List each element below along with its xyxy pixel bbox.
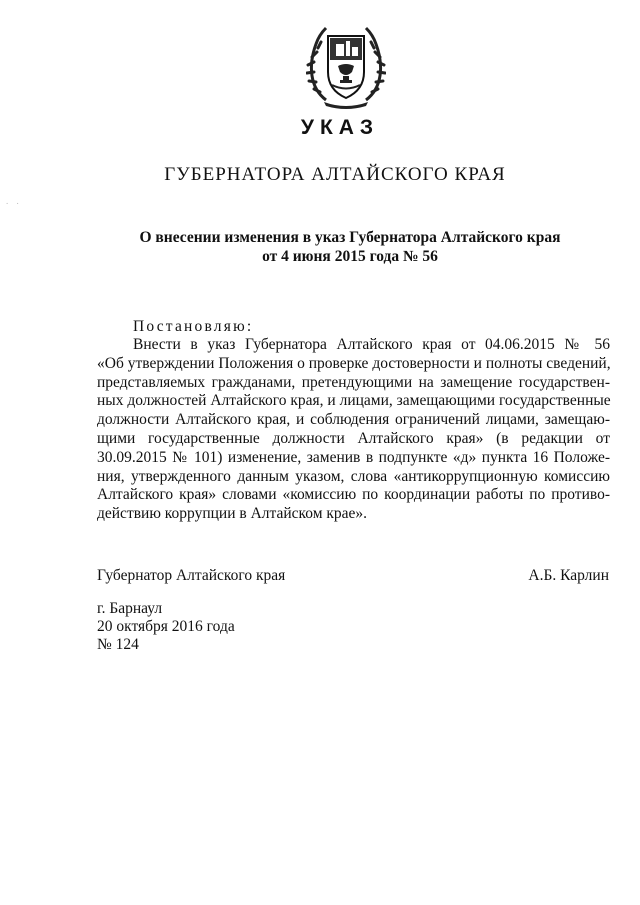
body-line: ния, утвержденного данным указом, слова «антикоррупционную комиссию xyxy=(97,467,610,485)
body-line: Внести в указ Губернатора Алтайского края от 04.06.2015 № 56 xyxy=(133,336,610,353)
scan-margin-mark: . . xyxy=(6,196,22,206)
signatory-name: А.Б. Карлин xyxy=(528,567,609,584)
body-line: должности Алтайского края, и соблюдения ограничений лицами, замещаю- xyxy=(97,411,610,429)
resolution-intro: Постановляю: xyxy=(133,318,254,335)
body-paragraph xyxy=(97,336,610,524)
body-line: ных должностей Алтайского края, и лицами, замещающими государственные xyxy=(97,392,611,410)
issuer-heading: ГУБЕРНАТОРА АЛТАЙСКОГО КРАЯ xyxy=(164,164,506,185)
coat-of-arms-emblem xyxy=(306,22,386,110)
body-line: представляемых гражданами, претендующими на замещение государствен- xyxy=(97,373,610,391)
decree-number: № 124 xyxy=(97,636,139,653)
issue-date: 20 октября 2016 года xyxy=(97,618,235,635)
body-line: Алтайского края» словами «комиссию по координации работы по противо- xyxy=(97,486,610,504)
subject-line-2: от 4 июня 2015 года № 56 xyxy=(262,248,438,265)
subject-line-1: О внесении изменения в указ Губернатора Алтайского края xyxy=(139,229,561,246)
body-line: 30.09.2015 № 101) изменение, заменив в подпункте «д» пункта 16 Положе- xyxy=(97,448,610,466)
signatory-position: Губернатор Алтайского края xyxy=(97,567,286,584)
body-line: действию коррупции в Алтайском крае». xyxy=(97,505,368,523)
body-line: щими государственные должности Алтайского края» (в редакции от xyxy=(97,429,610,447)
document-type-heading: УКАЗ xyxy=(300,116,380,139)
body-line: «Об утверждении Положения о проверке достоверности и полноты сведений, xyxy=(97,354,611,372)
issue-city: г. Барнаул xyxy=(97,600,163,617)
